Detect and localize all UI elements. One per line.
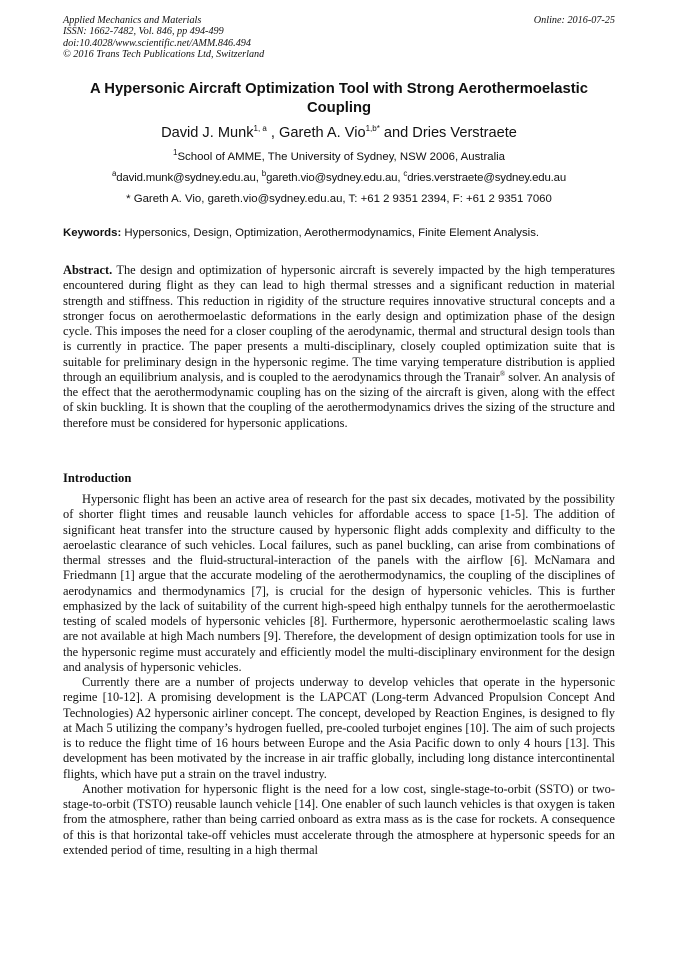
keywords-text: Hypersonics, Design, Optimization, Aerothermodynamics, Finite Element Analysis. <box>121 227 540 239</box>
email-mark: c <box>403 169 408 179</box>
author-separator: , <box>266 125 280 141</box>
paragraph: Another motivation for hypersonic flight is the need for a low cost, single-stage-to-orbit (SSTO) or two-stage-to-orbit (TSTO) reusable launch vehicle [14]. One enabler of such launch vehicles is that oxygen is taken from the atmosphere, rather than being carried onboard as extra mass as is the case for rockets. A consequence of this is that horizontal take-off vehicles must accelerate through the atmosphere at hypersonic speeds for an extended period of time, resulting in a high thermal <box>63 781 615 857</box>
author-list <box>63 124 615 142</box>
author-affiliation-mark: 1,b* <box>365 124 380 134</box>
paragraph: Hypersonic flight has been an active area of research for the past six decades, motivated by the possibility of shorter flight times and reusable launch vehicles for affordable access to space [1-5]. The addition of significant heat transfer into the structure caused by hypersonic flight adds complexity and difficulty to the aeroelastic clearance of such vehicles. Local failures, such as panel buckling, can arise from combinations of thermal stresses and the fluid-structural-interaction of the panels with the airflow [6]. McNamara and Friedmann [1] argue that the accurate modeling of the aerothermodynamics, the coupling of the disciplines of aerodynamics and thermodynamics [7], is crucial for the design of hypersonic vehicles. This is further emphasized by the lack of suitability of the current high-speed high enthalpy tunnels for the aerothermoelastic testing of scaled models of hypersonic vehicles [8]. Furthermore, hypersonic aerothermoelastic scaling laws are not available at high Mach numbers [9]. Therefore, the development of design optimization tools for use in the hypersonic regime must accurately and efficiently model the multi-disciplinary environment for the design and analysis of hypersonic vehicles. <box>63 492 615 674</box>
abstract <box>63 263 615 431</box>
corresponding-author: * Gareth A. Vio, gareth.vio@sydney.edu.au, T: +61 2 9351 2394, F: +61 2 9351 7060 <box>126 193 552 205</box>
email-link: dries.verstraete@sydney.edu.au <box>407 172 567 184</box>
journal-name: Applied Mechanics and Materials <box>63 15 202 26</box>
affiliation <box>63 150 615 164</box>
author-separator: and <box>379 125 413 141</box>
keywords <box>63 226 615 240</box>
author-name: David J. Munk <box>161 125 254 141</box>
keywords-label: Keywords: <box>63 227 122 239</box>
journal-issn: ISSN: 1662-7482, Vol. 846, pp 494-499 <box>63 26 224 38</box>
journal-copyright: © 2016 Trans Tech Publications Ltd, Switzerland <box>63 49 265 61</box>
email-link: gareth.vio@sydney.edu.au, <box>266 172 404 184</box>
registered-mark: ® <box>499 369 506 378</box>
online-date: Online: 2016-07-25 <box>533 15 615 26</box>
abstract-label: Abstract. <box>63 263 113 277</box>
introduction-body <box>63 492 615 858</box>
affiliation-text: School of AMME, The University of Sydney, NSW 2006, Australia <box>177 151 505 163</box>
journal-header <box>63 15 615 61</box>
affiliation-mark: 1 <box>173 148 178 158</box>
author-name: Gareth A. Vio <box>279 125 366 141</box>
email-mark: a <box>111 169 117 179</box>
section-heading: Introduction <box>63 471 132 485</box>
paper-title: A Hypersonic Aircraft Optimization Tool with Strong Aerothermoelastic Coupling <box>90 81 588 116</box>
email-mark: b <box>261 169 267 179</box>
author-affiliation-mark: 1, a <box>253 124 267 134</box>
email-link: david.munk@sydney.edu.au, <box>116 172 262 184</box>
author-name: Dries Verstraete <box>412 125 517 141</box>
journal-doi: doi:10.4028/www.scientific.net/AMM.846.494 <box>63 37 251 49</box>
abstract-text: The design and optimization of hypersonic aircraft is severely impacted by the high temperatures encountered during flight as they can lead to high thermal stresses and a significant reduction in material strength and stiffness. This reduction in rigidity of the structure requires innovative structural concepts and a stronger focus on aerothermoelastic deformations in the early design and optimization phase of the design cycle. This imposes the need for a closer coupling of the aerodynamic, thermal and structural design tools than is currently in practice. The paper presents a multi-disciplinary, closely coupled optimization suite that is suitable for preliminary design in the hypersonic regime. The time varying temperature distribution is applied through an equilibrium analysis, and is coupled to the aerodynamics through the Tranair <box>63 263 615 384</box>
author-emails <box>63 171 615 185</box>
paragraph: Currently there are a number of projects underway to develop vehicles that operate in the hypersonic regime [10-12]. A promising development is the LAPCAT (Long-term Advanced Propulsion Concept And Technologies) A2 hypersonic airliner concept. The concept, developed by Reaction Engines, is designed to fly at Mach 5 utilizing the company’s hydrogen fuelled, pre-cooled turbojet engines [10]. The aim of such projects is to reduce the flight time of 16 hours between Europe and the Asia Pacific down to only 4 hours [13]. This development has been motivated by the increase in air traffic globally, including long distance intercontinental flights, which have put a strain on the travel industry. <box>63 675 615 781</box>
abstract-text: solver. An analysis of the effect that the aerothermodynamic coupling has on the sizing of the aircraft is given, along with the effect of skin buckling. It is shown that the coupling of the aerothermodynamics drives the sizing of the structure and therefore must be considered for hypersonic applications. <box>63 369 615 430</box>
